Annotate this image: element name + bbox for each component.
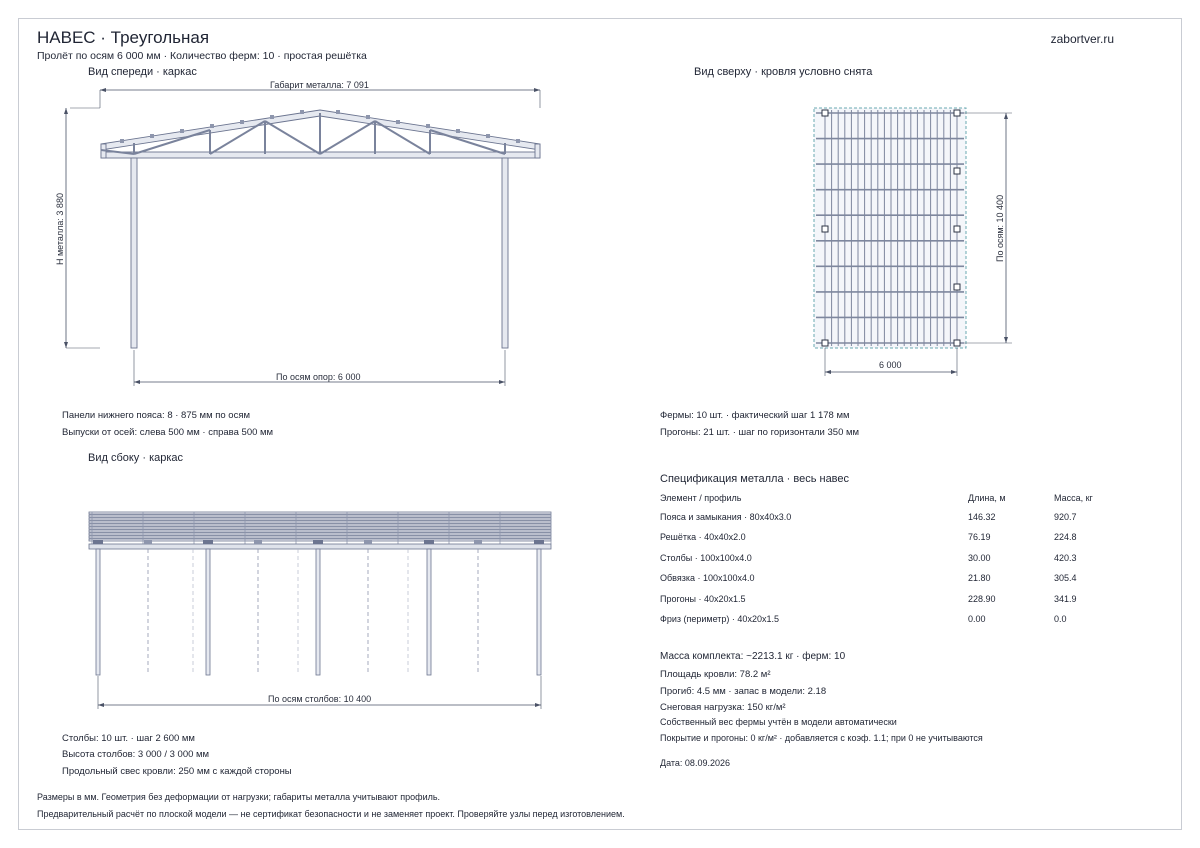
post — [427, 549, 431, 675]
page-title: НАВЕС · Треугольная — [37, 28, 210, 47]
spec-cell: 76.19 — [968, 532, 991, 542]
spec-self-weight: Собственный вес фермы учтён в модели автоматически — [660, 717, 897, 727]
front-note-1: Панели нижнего пояса: 8 · 875 мм по осям — [62, 410, 251, 421]
roof-purlin — [89, 524, 551, 526]
post — [316, 549, 320, 675]
table-row — [660, 614, 1100, 628]
spec-cell: Столбы · 100x100x4.0 — [660, 553, 752, 563]
roof-purlin — [89, 521, 551, 523]
spec-cell: 0.0 — [1054, 614, 1067, 624]
side-view-heading: Вид сбоку · каркас — [88, 452, 184, 464]
spec-cover: Покрытие и прогоны: 0 кг/м² · добавляется с коэф. 1.1; при 0 не учитываются — [660, 733, 983, 743]
roof-purlin — [89, 536, 551, 538]
spec-col-mass: Масса, кг — [1054, 493, 1093, 503]
spec-cell: 228.90 — [968, 594, 996, 604]
roof-purlin — [89, 515, 551, 517]
post-cap — [474, 540, 482, 544]
post-cap — [364, 540, 372, 544]
front-view-heading: Вид спереди · каркас — [88, 66, 197, 78]
spec-cell: 224.8 — [1054, 532, 1077, 542]
roof-purlin — [89, 527, 551, 529]
footer-note-1: Размеры в мм. Геометрия без деформации от нагрузки; габариты металла учитывают профиль. — [37, 792, 441, 802]
spec-cell: 420.3 — [1054, 553, 1077, 563]
roof-purlin — [89, 512, 551, 514]
post-cap — [254, 540, 262, 544]
table-row — [660, 512, 1100, 526]
spec-header-row — [660, 493, 1100, 507]
post-cap — [93, 540, 103, 544]
table-row — [660, 594, 1100, 608]
spec-col-length: Длина, м — [968, 493, 1006, 503]
spec-cell: 305.4 — [1054, 573, 1077, 583]
front-dim-bottom: По осям опор: 6 000 — [276, 372, 361, 382]
table-row — [660, 573, 1100, 587]
post-cap — [534, 540, 544, 544]
spec-cell: Пояса и замыкания · 80x40x3.0 — [660, 512, 792, 522]
spec-cell: Обвязка · 100x100x4.0 — [660, 573, 755, 583]
post-cap — [203, 540, 213, 544]
roof-purlin — [89, 518, 551, 520]
spec-cell: 21.80 — [968, 573, 991, 583]
table-row — [660, 532, 1100, 546]
spec-date: Дата: 08.09.2026 — [660, 758, 730, 768]
spec-cell: 0.00 — [968, 614, 986, 624]
post-cap — [313, 540, 323, 544]
spec-cell: 920.7 — [1054, 512, 1077, 522]
roof-purlin — [89, 530, 551, 532]
post — [96, 549, 100, 675]
top-dim-bottom: 6 000 — [879, 360, 902, 370]
roof-purlin — [89, 533, 551, 535]
footer-note-2: Предварительный расчёт по плоской модели — не сертификат безопасности и не заменяет проект. Проверяйте узлы перед изготовлением. — [37, 809, 625, 819]
spec-area: Площадь кровли: 78.2 м² — [660, 669, 771, 680]
page-subtitle: Пролёт по осям 6 000 мм · Количество ферм: 10 · простая решётка — [37, 50, 367, 62]
spec-cell: 341.9 — [1054, 594, 1077, 604]
front-dim-left: H металла: 3 880 — [55, 193, 65, 265]
front-dim-top: Габарит металла: 7 091 — [270, 80, 369, 90]
spec-cell: Фриз (периметр) · 40x20x1.5 — [660, 614, 779, 624]
top-note-2: Прогоны: 21 шт. · шаг по горизонтали 350 мм — [660, 427, 860, 438]
spec-cell: Прогоны · 40x20x1.5 — [660, 594, 746, 604]
side-dim-bottom: По осям столбов: 10 400 — [268, 694, 372, 704]
spec-total: Масса комплекта: ~2213.1 кг · ферм: 10 — [660, 651, 846, 662]
spec-snow: Снеговая нагрузка: 150 кг/м² — [660, 702, 786, 713]
top-dim-right: По осям: 10 400 — [995, 194, 1005, 262]
side-note-1: Столбы: 10 шт. · шаг 2 600 мм — [62, 733, 195, 744]
table-row — [660, 553, 1100, 567]
side-note-2: Высота столбов: 3 000 / 3 000 мм — [62, 749, 210, 760]
side-note-3: Продольный свес кровли: 250 мм с каждой стороны — [62, 766, 292, 777]
front-note-2: Выпуски от осей: слева 500 мм · справа 500 мм — [62, 427, 274, 438]
post — [206, 549, 210, 675]
top-view-heading: Вид сверху · кровля условно снята — [694, 66, 873, 78]
spec-cell: Решётка · 40x40x2.0 — [660, 532, 746, 542]
post-cap — [144, 540, 152, 544]
post-cap — [424, 540, 434, 544]
site-link[interactable]: zabortver.ru — [1050, 32, 1114, 46]
spec-cell: 146.32 — [968, 512, 996, 522]
spec-deflection: Прогиб: 4.5 мм · запас в модели: 2.18 — [660, 686, 827, 697]
post — [537, 549, 541, 675]
top-note-1: Фермы: 10 шт. · фактический шаг 1 178 мм — [660, 410, 850, 421]
spec-heading: Спецификация металла · весь навес — [660, 473, 850, 485]
spec-col-element: Элемент / профиль — [660, 493, 742, 503]
spec-cell: 30.00 — [968, 553, 991, 563]
